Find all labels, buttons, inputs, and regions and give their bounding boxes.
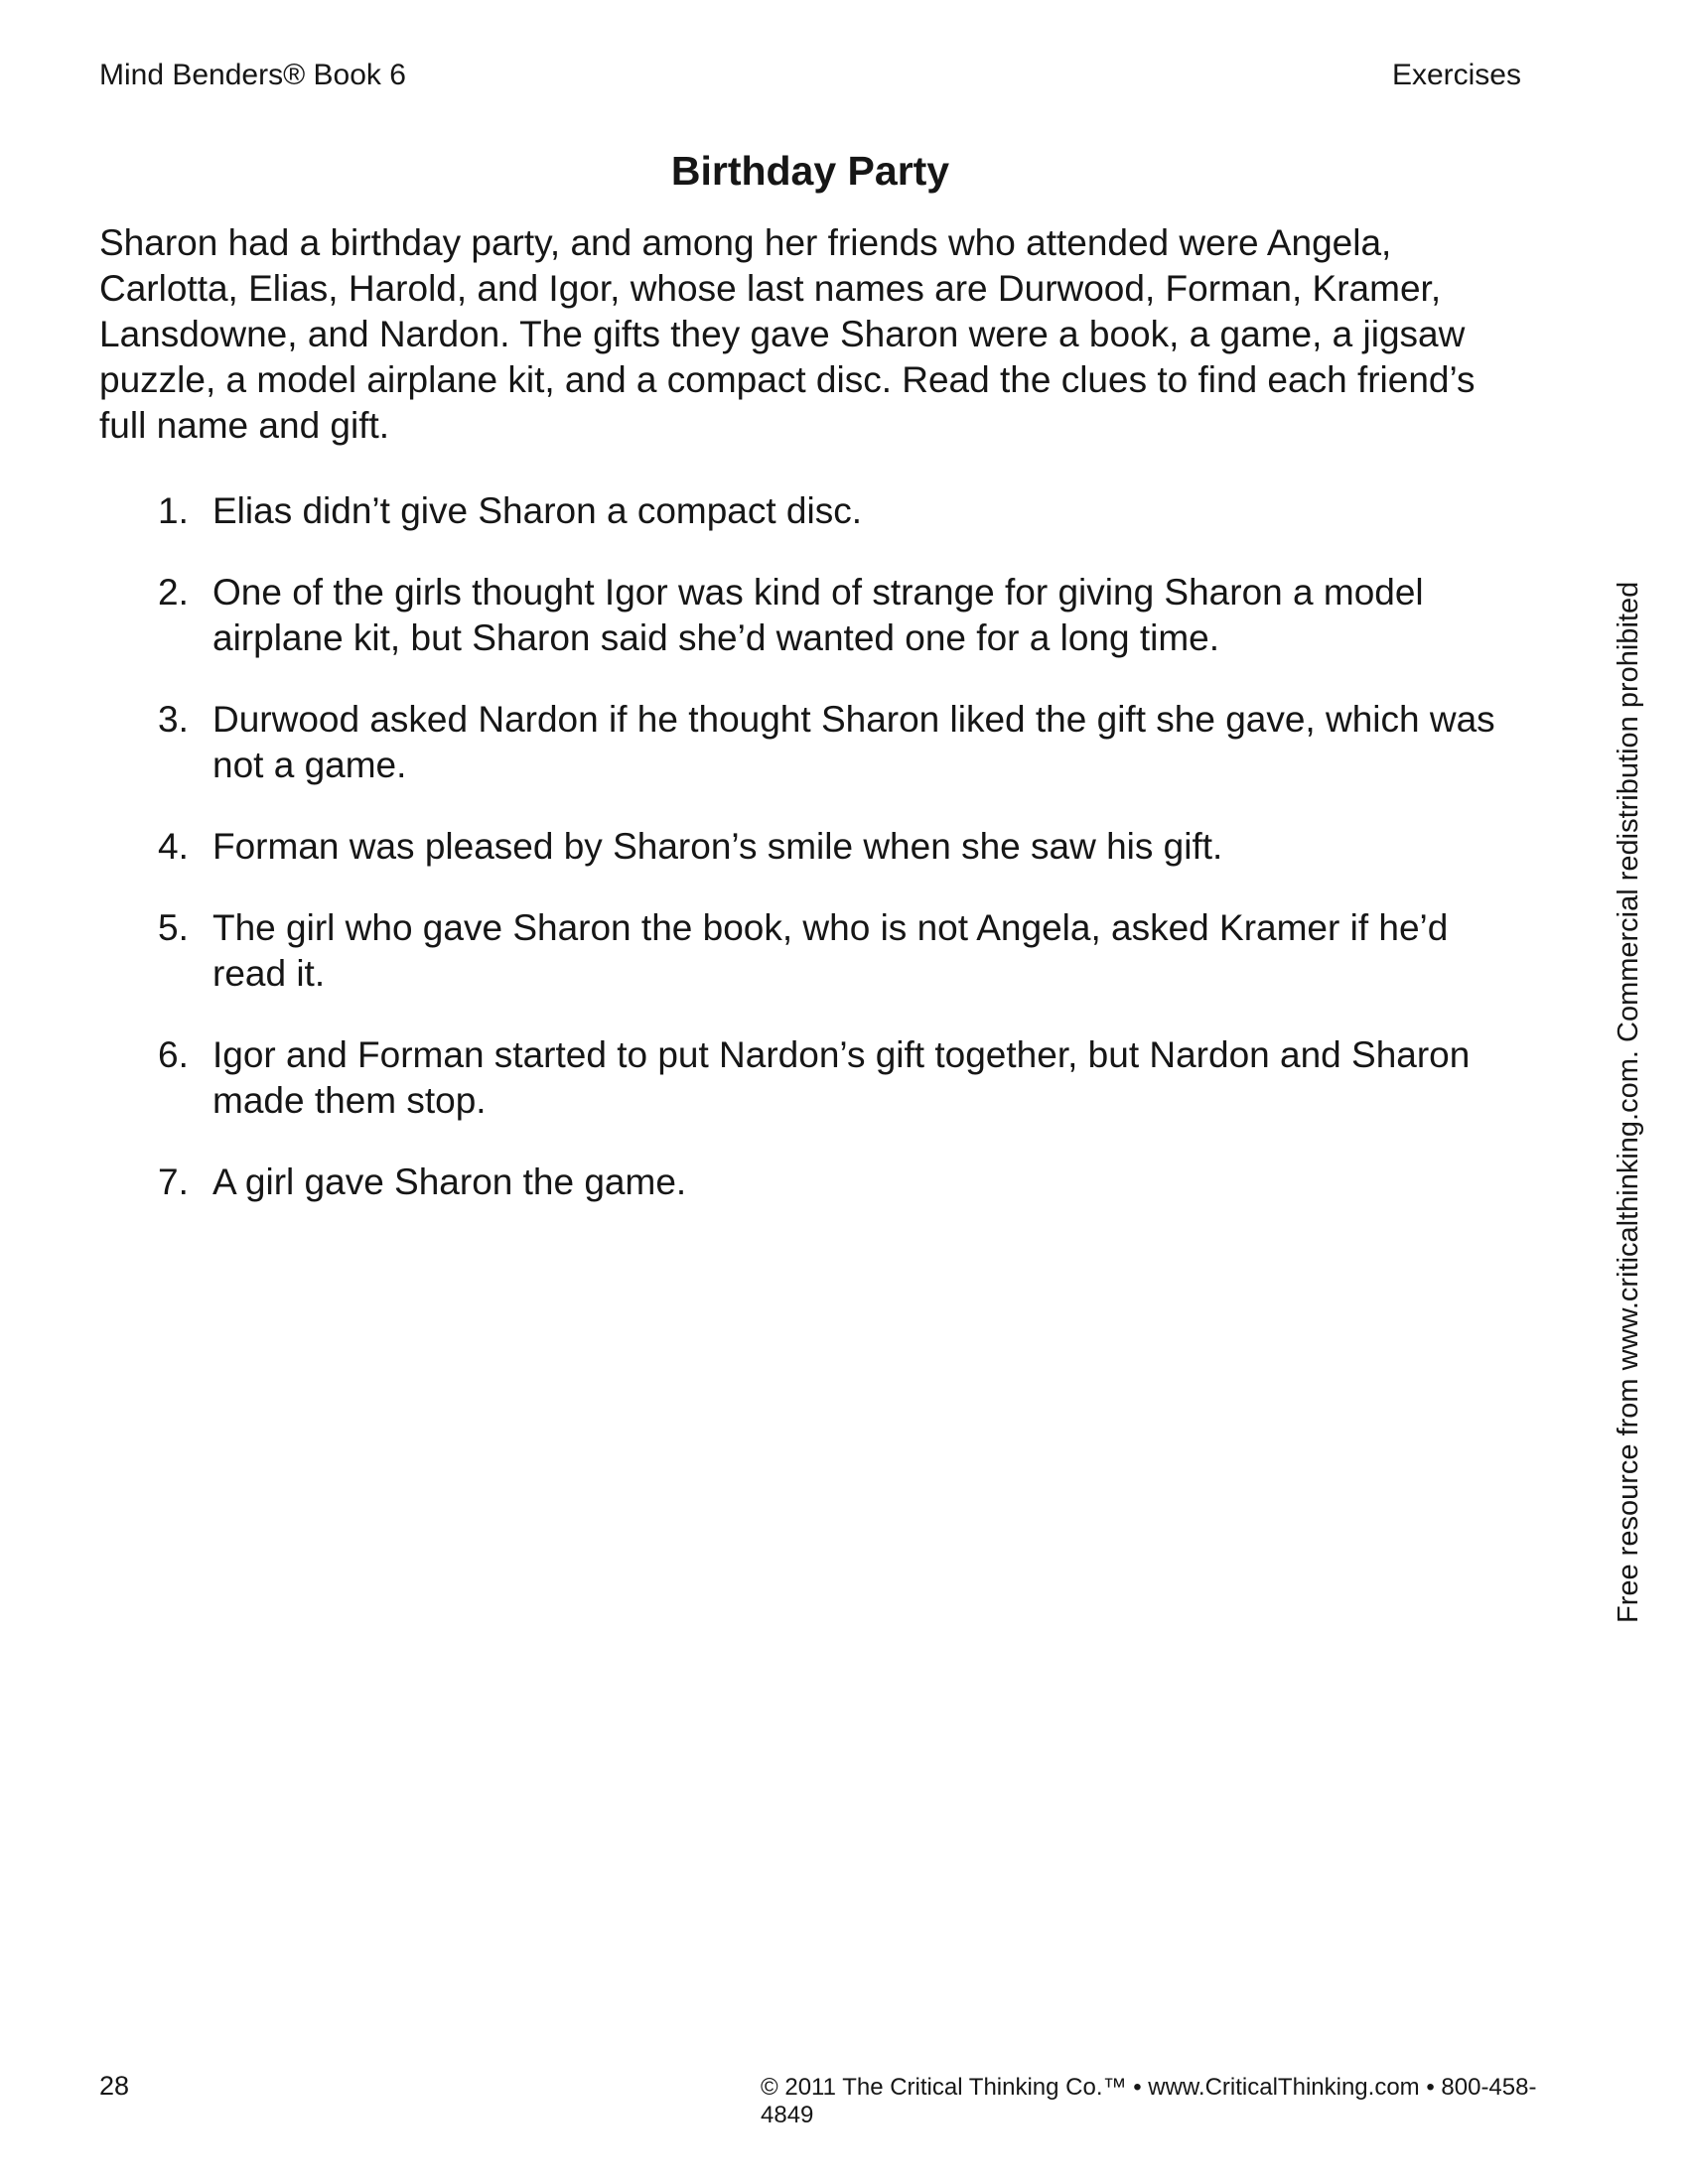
page-header bbox=[99, 58, 1521, 93]
clue-item bbox=[99, 697, 1521, 788]
clue-number: 5. bbox=[158, 907, 189, 948]
clue-text: Durwood asked Nardon if he thought Sharon liked the gift she gave, which was not a game. bbox=[212, 699, 1495, 785]
content-column bbox=[99, 58, 1521, 1241]
page-footer bbox=[99, 2071, 1589, 2128]
clue-text: A girl gave Sharon the game. bbox=[212, 1161, 687, 1202]
clue-text: Forman was pleased by Sharon’s smile when she saw his gift. bbox=[212, 826, 1223, 867]
section-label: Exercises bbox=[1391, 59, 1521, 91]
clue-text: The girl who gave Sharon the book, who is not Angela, asked Kramer if he’d read it. bbox=[212, 907, 1449, 994]
clue-number: 4. bbox=[158, 826, 189, 867]
clue-list bbox=[99, 488, 1521, 1205]
clue-item bbox=[99, 488, 1521, 534]
page-number: 28 bbox=[99, 2071, 130, 2101]
clue-text: Igor and Forman started to put Nardon’s gift together, but Nardon and Sharon made them stop. bbox=[212, 1034, 1471, 1121]
clue-number: 2. bbox=[158, 572, 189, 613]
book-title: Mind Benders® Book 6 bbox=[99, 59, 406, 91]
clue-item bbox=[99, 1160, 1521, 1205]
clue-text: Elias didn’t give Sharon a compact disc. bbox=[212, 490, 863, 531]
clue-text: One of the girls thought Igor was kind of strange for giving Sharon a model airplane kit, but Sharon said she’d wanted one for a long time. bbox=[212, 572, 1424, 658]
clue-item bbox=[99, 824, 1521, 870]
clue-item bbox=[99, 570, 1521, 661]
footer-copyright: © 2011 The Critical Thinking Co.™ • www.CriticalThinking.com • 800-458-4849 bbox=[761, 2074, 1537, 2128]
sidebar-watermark: Free resource from www.criticalthinking.com. Commercial redistribution prohibited bbox=[1613, 581, 1644, 1623]
clue-number: 3. bbox=[158, 699, 189, 740]
clue-item bbox=[99, 905, 1521, 997]
intro-paragraph: Sharon had a birthday party, and among her friends who attended were Angela, Carlotta, Elias, Harold, and Igor, whose last names are Durwood, Forman, Kramer, Lansdowne, and Nardon. The gifts they gave Sharon were a book, a game, a jigsaw puzzle, a model airplane kit, and a compact disc. Read the clues to find each friend’s full name and gift. bbox=[99, 222, 1476, 446]
clue-number: 7. bbox=[158, 1161, 189, 1202]
clue-number: 6. bbox=[158, 1034, 189, 1075]
puzzle-title: Birthday Party bbox=[670, 148, 950, 194]
clue-number: 1. bbox=[158, 490, 189, 531]
clue-item bbox=[99, 1032, 1521, 1124]
